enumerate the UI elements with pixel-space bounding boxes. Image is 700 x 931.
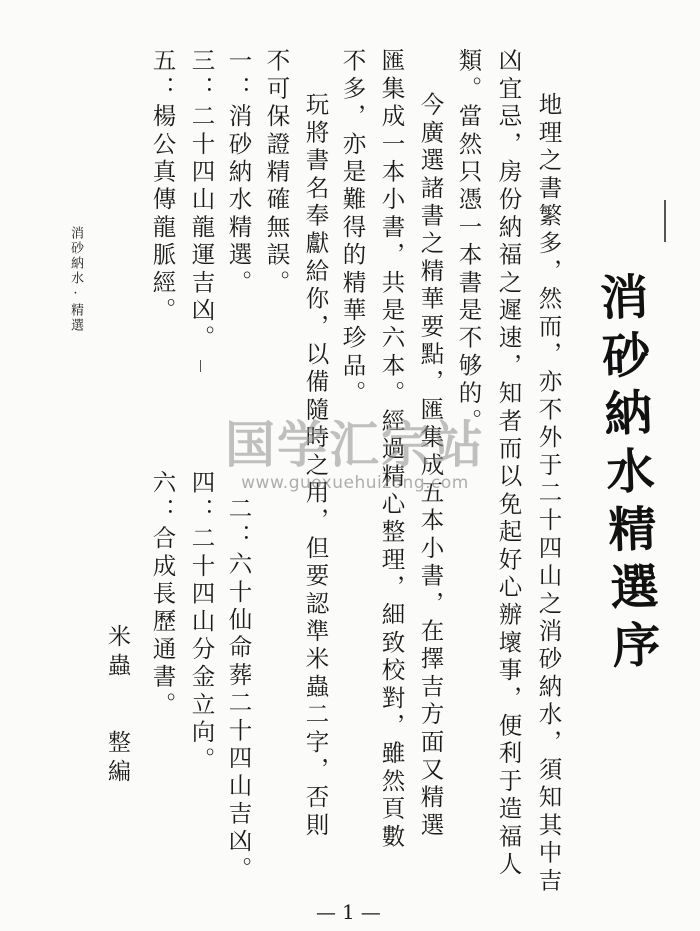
spine-label: 消砂納水·精選 xyxy=(68,226,83,333)
list-column-5: 五：楊公真傳龍脈經。 xyxy=(148,48,177,325)
body-column-8: 不可保證精確無誤。 xyxy=(262,48,291,298)
scan-mark xyxy=(200,360,201,372)
page-title: 消砂納水精選序 xyxy=(590,271,662,679)
list-column-2: 二：六十仙命葬二十四山吉凶。 xyxy=(224,496,253,884)
scan-mark xyxy=(664,200,666,242)
body-column-4: 今廣選諸書之精華要點，匯集成五本小書，在擇吉方面又精選 xyxy=(416,92,445,840)
body-column-1: 地理之書繁多，然而，亦不外于二十四山之消砂納水，須知其中吉 xyxy=(534,92,563,896)
body-column-6: 不多，亦是難得的精華珍品。 xyxy=(338,48,367,409)
watermark xyxy=(220,418,490,493)
watermark-title: 国学汇宗站 xyxy=(225,416,485,474)
list-column-3: 三：二十四山龍運吉凶。 xyxy=(187,48,216,353)
body-column-5: 匯集成一本小書，共是六本。經過精心整理，細致校對，雖然頁數 xyxy=(377,48,406,852)
compiler-name: 米蟲 xyxy=(104,624,130,682)
page-number: —1— xyxy=(316,900,387,924)
compiler-role: 整編 xyxy=(104,730,130,788)
list-column-6: 六：合成長歷通書。 xyxy=(148,470,177,720)
body-column-2: 凶宜忌，房份納福之遲速，知者而以免起好心辦壞事，便利于造福人 xyxy=(494,48,523,879)
body-column-7: 玩將書名奉獻給你，以備隨時之用，但要認準米蟲二字，否則 xyxy=(301,92,330,840)
body-column-3: 類。當然只憑一本書是不够的。 xyxy=(454,48,483,436)
list-column-1: 一：消砂納水精選。 xyxy=(224,48,253,298)
list-column-4: 四：二十四山分金立向。 xyxy=(187,470,216,775)
watermark-url: www.guoxuehuizong.com xyxy=(241,473,469,493)
